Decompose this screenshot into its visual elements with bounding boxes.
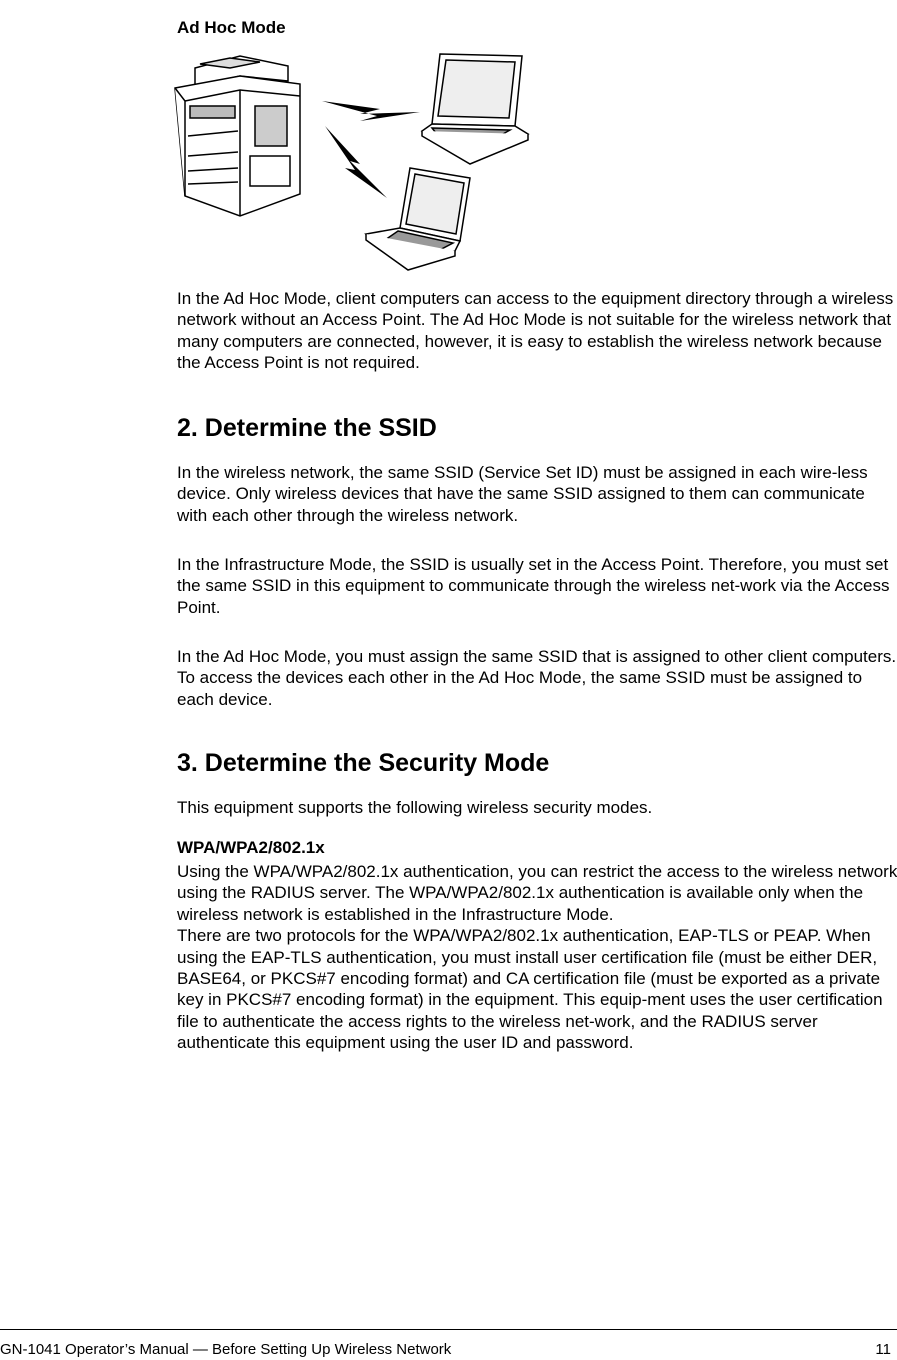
- ssid-paragraph-2: In the Infrastructure Mode, the SSID is usually set in the Access Point. Therefore, you must set the same SSID in this equipment to communicate through the wireless net-work via the Access Point.: [177, 555, 890, 617]
- adhoc-network-figure: [170, 46, 530, 276]
- wpa-subheading: WPA/WPA2/802.1x: [177, 838, 325, 857]
- footer-rule: [0, 1329, 897, 1330]
- ssid-paragraph-3: In the Ad Hoc Mode, you must assign the same SSID that is assigned to other client computers. To access the devices each other in the Ad Hoc Mode, the same SSID must be assigned to each device.: [177, 647, 897, 709]
- footer-title: GN-1041 Operator’s Manual — Before Setting Up Wireless Network: [0, 1341, 452, 1358]
- ssid-heading: 2. Determine the SSID: [177, 414, 437, 442]
- wireless-bolt-icon: [322, 101, 420, 121]
- copier-icon: [175, 56, 300, 216]
- laptop-icon: [366, 168, 470, 270]
- adhoc-description: In the Ad Hoc Mode, client computers can access to the equipment directory through a wireless network without an Access Point. The Ad Hoc Mode is not suitable for the wireless network that many computers are connected, however, it is easy to establish the wireless network because the Access Point is not required.: [177, 289, 894, 373]
- security-intro: This equipment supports the following wireless security modes.: [177, 798, 653, 817]
- laptop-icon: [422, 54, 528, 164]
- page-number: 11: [875, 1341, 891, 1358]
- wpa-body: Using the WPA/WPA2/802.1x authentication, you can restrict the access to the wireless network using the RADIUS server. The WPA/WPA2/802.1x authentication is available only when the wireless network is established in the Infrastructure Mode. There are two protocols for the WPA/WPA2/802.1x authentication, EAP-TLS or PEAP. When using the EAP-TLS authentication, you must install user certification file (must be either DER, BASE64, or PKCS#7 encoding format) and CA certification file (must be exported as a private key in PKCS#7 encoding format) in the equipment. This equip-ment uses the user certification file to authenticate the access rights to the wireless net-work, and the RADIUS server authenticate this equipment using the user ID and password.: [177, 862, 897, 1053]
- section-label: Ad Hoc Mode: [177, 18, 286, 37]
- wireless-bolt-icon: [325, 126, 387, 198]
- security-heading: 3. Determine the Security Mode: [177, 749, 550, 777]
- ssid-paragraph-1: In the wireless network, the same SSID (Service Set ID) must be assigned in each wire-less device. Only wireless devices that have the same SSID assigned to them can communicate with each other through the wireless network.: [177, 463, 868, 525]
